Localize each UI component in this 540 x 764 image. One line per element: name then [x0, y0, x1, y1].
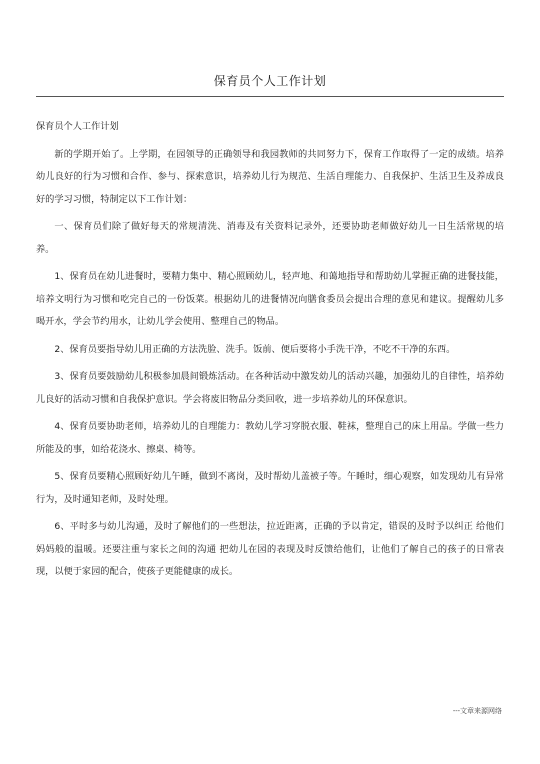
paragraph-item-2: 2、保育员要指导幼儿用正确的方法洗脸、洗手。饭前、便后要将小手洗干净，不吃不干净的东西。 — [54, 343, 456, 355]
paragraph-item-4: 4、保育员要协助老师，培养幼儿的自理能力：教幼儿学习穿脱衣服、鞋袜，整理自己的床上用品。学做一些力所能及的事，如给花浇水、擦桌、椅等。 — [36, 421, 504, 455]
paragraph-section-one: 一、保育员们除了做好每天的常规清洗、消毒及有关资料记录外，还要协助老师做好幼儿一日生活常规的培养。 — [36, 221, 504, 255]
document-title: 保育员个人工作计划 — [213, 74, 327, 88]
document-subtitle: 保育员个人工作计划 — [36, 121, 119, 132]
paragraph-item-6: 6、平时多与幼儿沟通，及时了解他们的一些想法，拉近距离，正确的予以肯定，错误的及时予以纠正 给他们妈妈般的温暖。还要注重与家长之间的沟通 把幼儿在园的表现及时反馈给他们，让他们了解自己的孩子的日常表现，以便于家园的配合，使孩子更能健康的成长。 — [36, 521, 504, 577]
title-divider — [36, 96, 504, 97]
paragraph-item-1: 1、保育员在幼儿进餐时，要精力集中、精心照顾幼儿，轻声地、和蔼地指导和帮助幼儿掌握正确的进餐技能，培养文明行为习惯和吃完自己的一份饭菜。根据幼儿的进餐情况向膳食委员会提出合理的意见和建议。提醒幼儿多喝开水，学会节约用水，让幼儿学会使用、整理自己的物品。 — [36, 271, 504, 327]
source-note: ---文章来源网络 — [452, 707, 502, 715]
paragraph-intro: 新的学期开始了。上学期，在园领导的正确领导和我园教师的共同努力下，保育工作取得了一定的成绩。培养幼儿良好的行为习惯和合作、参与、探索意识，培养幼儿行为规范、生活自理能力、自我保护、生活卫生及养成良好的学习习惯，特制定以下工作计划： — [36, 148, 504, 205]
paragraph-item-3: 3、保育员要鼓励幼儿积极参加晨间锻炼活动。在各种活动中激发幼儿的活动兴趣，加强幼儿的自律性，培养幼儿良好的活动习惯和自我保护意识。学会将废旧物品分类回收，进一步培养幼儿的环保意识。 — [36, 371, 504, 405]
paragraph-item-5: 5、保育员要精心照顾好幼儿午睡，做到不离岗，及时帮幼儿盖被子等。午睡时，细心观察，如发现幼儿有异常行为，及时通知老师，及时处理。 — [36, 471, 504, 505]
document-body — [36, 116, 504, 589]
